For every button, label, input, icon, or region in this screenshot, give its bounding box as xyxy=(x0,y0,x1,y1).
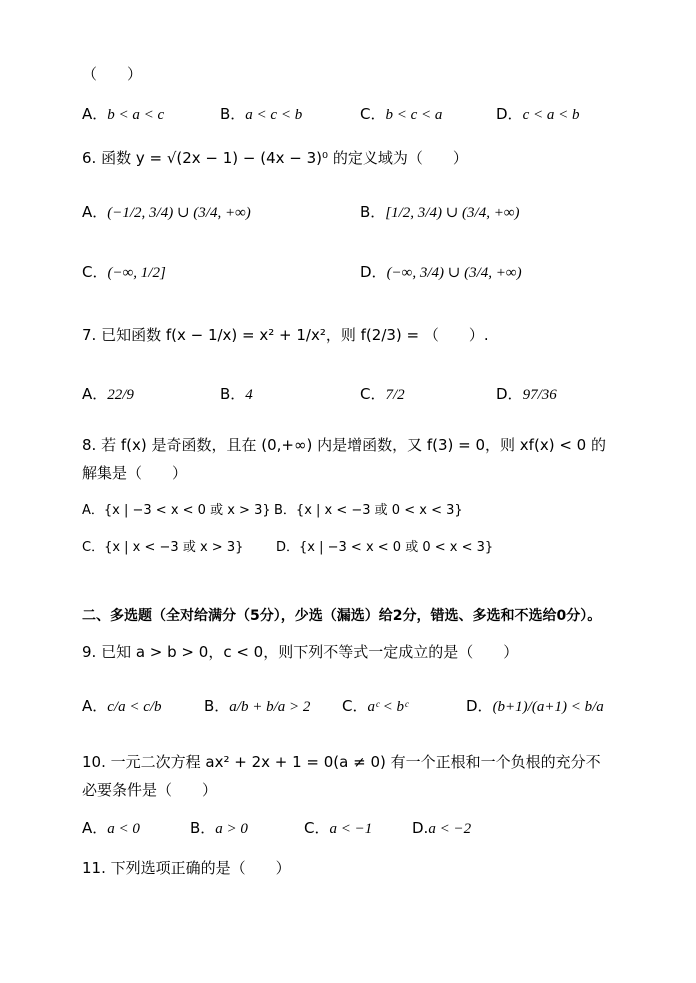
option-letter: A． xyxy=(82,697,108,715)
q7-stem: 7. 已知函数 f(x − 1/x) = x² + 1/x²，则 f(2/3) = （ ）. xyxy=(82,326,489,344)
option-letter: B． xyxy=(190,819,216,837)
option-letter: D． xyxy=(496,385,523,403)
q8-option-b xyxy=(274,501,463,521)
option-text: c/a < c/b xyxy=(107,699,162,715)
q6-option-b xyxy=(360,202,520,223)
option-text: {x | x < −3 或 x > 3} xyxy=(104,540,244,555)
option-letter: C． xyxy=(360,385,386,403)
option-text: a < −2 xyxy=(428,821,472,837)
q9-option-c xyxy=(342,696,408,717)
q11-stem: 11. 下列选项正确的是（ ） xyxy=(82,859,291,877)
q8-stem-line1: 8. 若 f(x) 是奇函数，且在 (0,+∞) 内是增函数，又 f(3) = 0，则 xf(x) < 0 的 xyxy=(82,436,606,454)
option-letter: D． xyxy=(276,540,300,555)
q8-option-d xyxy=(276,538,493,558)
option-letter: D． xyxy=(466,697,493,715)
q5-option-a xyxy=(82,104,164,125)
option-letter: C． xyxy=(82,540,105,555)
q9-option-b xyxy=(204,696,310,717)
option-letter: B． xyxy=(220,385,246,403)
option-letter: C． xyxy=(342,697,368,715)
q6-option-d xyxy=(360,262,522,283)
q8-option-a xyxy=(82,501,271,521)
option-letter: A． xyxy=(82,819,108,837)
option-text: (−∞, 3/4) ∪ (3/4, +∞) xyxy=(386,265,522,281)
option-letter: C． xyxy=(360,105,386,123)
q10-option-a xyxy=(82,818,140,839)
option-letter: A． xyxy=(82,105,108,123)
q7-option-d xyxy=(496,384,557,405)
option-text: (−1/2, 3/4) ∪ (3/4, +∞) xyxy=(107,205,251,221)
option-text: c < a < b xyxy=(522,107,580,123)
option-letter: B． xyxy=(274,503,296,518)
option-text: a > 0 xyxy=(215,821,248,837)
q7-option-b xyxy=(220,384,253,405)
option-text: aᶜ < bᶜ xyxy=(367,699,408,715)
q9-stem: 9. 已知 a > b > 0，c < 0，则下列不等式一定成立的是（ ） xyxy=(82,643,519,661)
q10-option-b xyxy=(190,818,248,839)
option-letter: A． xyxy=(82,385,108,403)
q5-option-c xyxy=(360,104,442,125)
q8-option-c xyxy=(82,538,243,558)
option-text: 4 xyxy=(245,387,253,403)
option-text: b < a < c xyxy=(107,107,165,123)
option-text: b < c < a xyxy=(385,107,443,123)
option-letter: B． xyxy=(360,203,386,221)
q6-stem: 6. 函数 y = √(2x − 1) − (4x − 3)⁰ 的定义域为（ ） xyxy=(82,149,468,167)
option-text: a < −1 xyxy=(329,821,373,837)
q9-option-d xyxy=(466,696,604,717)
q10-stem-line1: 10. 一元二次方程 ax² + 2x + 1 = 0(a ≠ 0) 有一个正根和一个负根的充分不 xyxy=(82,753,601,771)
option-text: {x | x < −3 或 0 < x < 3} xyxy=(295,503,463,518)
section-2-heading: 二、多选题（全对给满分（5分），少选（漏选）给2分，错选、多选和不选给0分）。 xyxy=(82,608,602,624)
option-text: a < 0 xyxy=(107,821,140,837)
option-letter: A． xyxy=(82,203,108,221)
option-text: 22/9 xyxy=(107,387,134,403)
question-5-paren: （ ） xyxy=(82,65,143,83)
option-letter: C． xyxy=(82,263,108,281)
option-letter: B． xyxy=(204,697,230,715)
option-letter: A． xyxy=(82,503,104,518)
option-text: a < c < b xyxy=(245,107,303,123)
option-text: {x | −3 < x < 0 或 x > 3} xyxy=(103,503,271,518)
option-letter: D. xyxy=(412,819,429,837)
q8-stem-line2: 解集是（ ） xyxy=(82,464,188,482)
option-text: [1/2, 3/4) ∪ (3/4, +∞) xyxy=(385,205,520,221)
q9-option-a xyxy=(82,696,162,717)
option-text: {x | −3 < x < 0 或 0 < x < 3} xyxy=(299,540,494,555)
q5-option-d xyxy=(496,104,579,125)
q7-option-c xyxy=(360,384,405,405)
option-text: 7/2 xyxy=(385,387,405,403)
q10-option-c xyxy=(304,818,372,839)
option-letter: C． xyxy=(304,819,330,837)
q10-stem-line2: 必要条件是（ ） xyxy=(82,781,218,799)
q10-option-d xyxy=(412,818,471,839)
option-letter: D． xyxy=(496,105,523,123)
option-letter: B． xyxy=(220,105,246,123)
option-text: 97/36 xyxy=(522,387,557,403)
q6-option-a xyxy=(82,202,251,223)
option-text: (−∞, 1/2] xyxy=(107,265,166,281)
option-text: a/b + b/a > 2 xyxy=(229,699,311,715)
q6-option-c xyxy=(82,262,166,283)
q5-option-b xyxy=(220,104,302,125)
q7-option-a xyxy=(82,384,134,405)
option-text: (b+1)/(a+1) < b/a xyxy=(492,699,604,715)
option-letter: D． xyxy=(360,263,387,281)
